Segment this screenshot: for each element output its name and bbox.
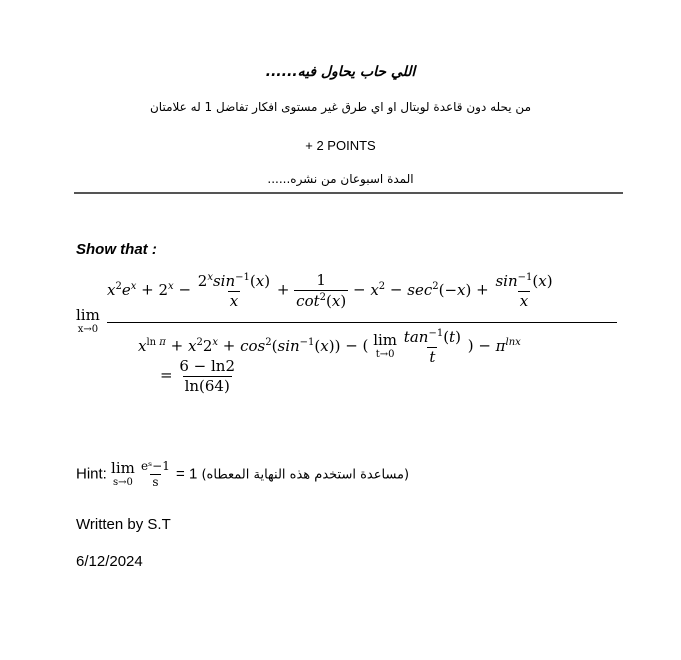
hint-line [76,460,409,489]
rule-arabic: من يحله دون قاعدة لوبتال او اي طرق غير مستوى افكار تفاضل 1 له علامتان [149,100,531,114]
result-fraction [177,358,237,394]
term-x-ln-pi: $x^{ln \pi}$ [138,336,166,355]
frac-arctan-t: $\frac{\tan^{-1}(t)}{t}$ [403,328,461,366]
lim-word: lim [76,306,100,324]
main-fraction-bar [107,322,617,323]
hint-lim-word: lim [111,459,135,478]
term-pi-lnx: $\pi^{lnx}$ [495,336,521,355]
term-cos2-arcsin: $\cos^2(\sin^{-1}(x))$ [240,336,341,355]
term-x2: $x^2$ [370,280,386,299]
result-denominator: ln(64) [184,376,230,395]
term-x2ex: $x^2e^x$ [107,280,137,299]
hint-label: Hint: [76,465,107,483]
duration-arabic: المدة اسبوعان من نشره...... [267,172,414,186]
limit-denominator: $x^{ln \pi} + x^22^x + \cos^2(\sin^{-1}(x))$ − ( lim t→0 $\frac{\tan^{-1}(t)}{t}$ ) − $\pi^{lnx}$ [138,328,521,366]
frac-arcsin-x: $\frac{\sin^{-1}(x)}{x}$ [495,272,553,310]
frac-2x-arcsin: $\frac{2^x\sin^{-1}(x)}{x}$ [197,272,271,310]
date-line: 6/12/2024 [76,553,143,570]
result-expression [160,358,237,394]
hint-frac-denominator: s [152,475,159,490]
hint-fraction [139,460,172,489]
points-text: + 2 POINTS [305,138,376,153]
divider [74,192,623,194]
term-x2-2x: $x^22^x$ [187,336,219,355]
hint-lim-subscript: s→0 [112,477,133,489]
show-that-heading: Show that : [76,241,157,258]
hint-frac-numerator: eˢ−1 [141,459,170,473]
hint-note-arabic: (مساعدة استخدم هذه النهاية المعطاه) [201,467,410,483]
inner-limit-operator: lim t→0 [373,331,398,360]
hint-equals: = 1 [176,465,198,483]
frac-1-cot2: $\frac{1}{\cot^2(x)}$ [296,271,347,310]
limit-numerator: $x^2e^x + 2^x$ − $\frac{2^x\sin^{-1}(x)}{x}$ + $\frac{1}{\cot^2(x)}$ − $x^2 - \sec^2(-x)$ + $\frac{\sin^{-1}(x)}{x}$ [107,271,553,310]
title-arabic: اللي حاب يحاول فيه...... [265,64,416,80]
main-limit-operator [76,308,100,335]
term-sec2: $\sec^2(-x)$ [407,280,472,299]
lim-subscript: x→0 [77,324,99,335]
author-line: Written by S.T [76,516,171,533]
term-2x: 2$^x$ [158,280,174,299]
result-numerator: 6 − ln2 [179,357,236,375]
result-equals: = [160,366,173,384]
hint-limit-operator [111,461,135,488]
